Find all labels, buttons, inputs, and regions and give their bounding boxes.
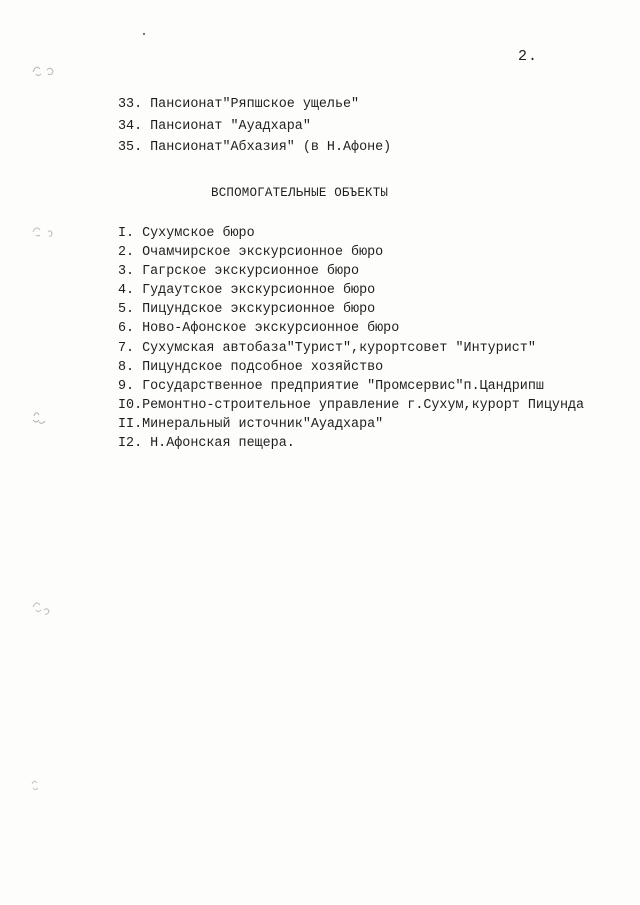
list-item: 8. Пицундское подсобное хозяйство bbox=[118, 359, 384, 375]
list-item: 7. Сухумская автобаза"Турист",курортсовет "Интурист" bbox=[118, 340, 536, 356]
list-item: I2. Н.Афонская пещера. bbox=[118, 436, 295, 452]
auxiliary-item-list bbox=[118, 224, 584, 453]
punch-hole-mark bbox=[30, 598, 52, 614]
list-item: 9. Государственное предприятие "Промсервис"п.Цандрипш bbox=[118, 378, 544, 394]
page-number: 2. bbox=[518, 48, 539, 65]
list-item: I0.Ремонтно-строительное управление г.Сухум,курорт Пицунда bbox=[118, 397, 585, 413]
punch-hole-mark bbox=[28, 776, 50, 792]
list-item: I. Сухумское бюро bbox=[118, 226, 255, 241]
list-item: 3. Гагрское экскурсионное бюро bbox=[118, 264, 360, 280]
ink-speck bbox=[143, 33, 145, 35]
punch-hole-mark bbox=[30, 62, 52, 78]
punch-hole-mark bbox=[30, 408, 52, 424]
top-item-list bbox=[118, 94, 391, 159]
list-item: 4. Гудаутское экскурсионное бюро bbox=[118, 283, 376, 299]
punch-hole-mark bbox=[30, 223, 52, 239]
list-item: 2. Очамчирское экскурсионное бюро bbox=[118, 245, 384, 261]
list-item: 33. Пансионат"Ряпшское ущелье" bbox=[118, 97, 360, 112]
list-item: 35. Пансионат"Абхазия" (в Н.Афоне) bbox=[118, 140, 392, 155]
list-item: 34. Пансионат "Ауадхара" bbox=[118, 118, 311, 134]
list-item: 5. Пицундское экскурсионное бюро bbox=[118, 302, 376, 318]
list-item: II.Минеральный источник"Ауадхара" bbox=[118, 416, 384, 432]
section-heading: ВСПОМОГАТЕЛЬНЫЕ ОБЪЕКТЫ bbox=[211, 186, 389, 200]
list-item: 6. Ново-Афонское экскурсионное бюро bbox=[118, 321, 400, 337]
